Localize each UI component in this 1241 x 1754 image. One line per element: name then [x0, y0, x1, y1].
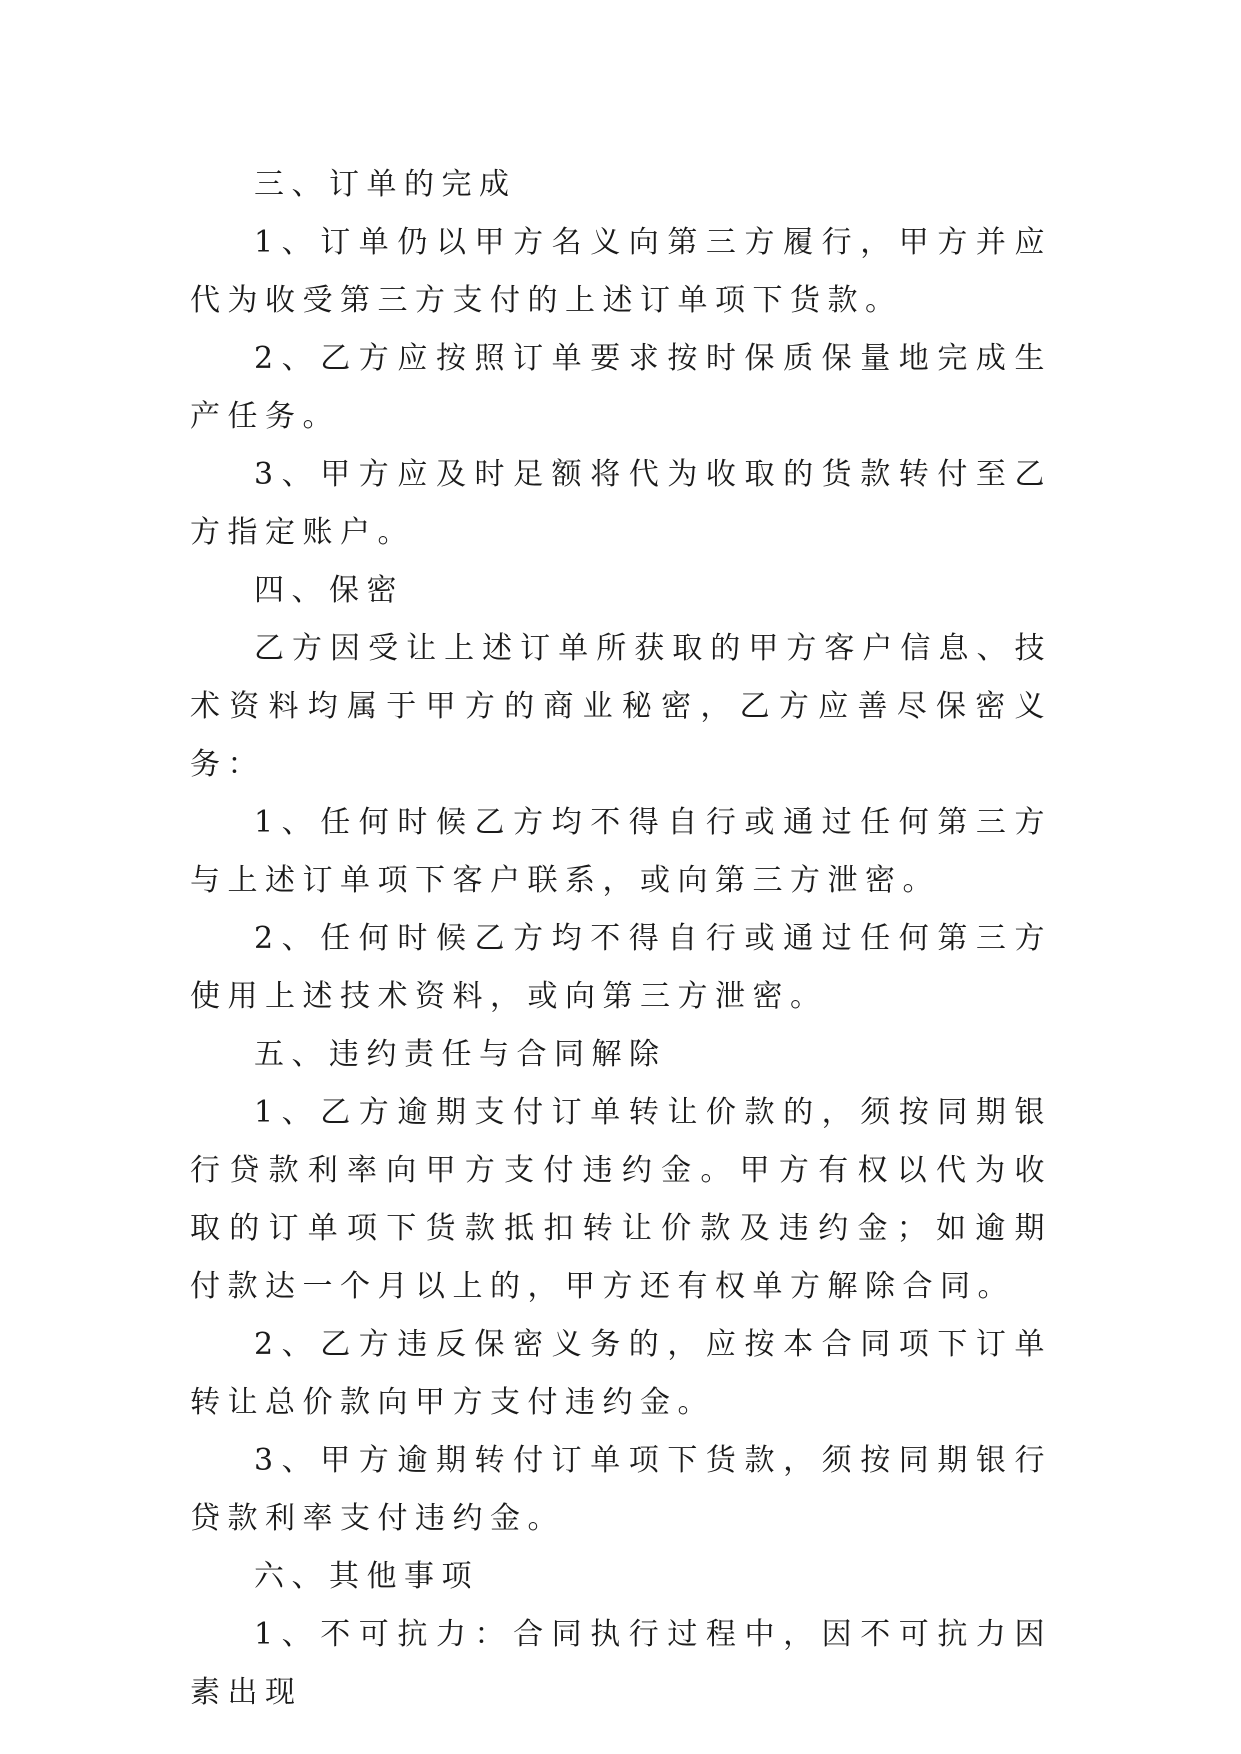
clause-5-1: 1、乙方逾期支付订单转让价款的，须按同期银行贷款利率向甲方支付违约金。甲方有权以代为收取的订单项下货款抵扣转让价款及违约金；如逾期付款达一个月以上的，甲方还有权单方解除合同。 — [190, 1095, 1052, 1304]
clause-6-1: 1、不可抗力：合同执行过程中，因不可抗力因素出现 — [190, 1617, 1052, 1710]
section-heading-confidentiality: 四、保密 — [254, 573, 404, 608]
clause-5-3: 3、甲方逾期转付订单项下货款，须按同期银行贷款利率支付违约金。 — [190, 1443, 1052, 1536]
clause-4-1: 1、任何时候乙方均不得自行或通过任何第三方与上述订单项下客户联系，或向第三方泄密。 — [190, 805, 1052, 898]
section-heading-breach: 五、违约责任与合同解除 — [254, 1037, 667, 1072]
document-body — [190, 156, 1052, 1722]
clause-3-1: 1、订单仍以甲方名义向第三方履行，甲方并应代为收受第三方支付的上述订单项下货款。 — [190, 225, 1052, 318]
clause-4-2: 2、任何时候乙方均不得自行或通过任何第三方使用上述技术资料，或向第三方泄密。 — [190, 921, 1052, 1014]
section-heading-order-completion: 三、订单的完成 — [254, 167, 517, 202]
clause-3-3: 3、甲方应及时足额将代为收取的货款转付至乙方指定账户。 — [190, 457, 1052, 550]
section-heading-other-matters: 六、其他事项 — [254, 1559, 479, 1594]
clause-3-2: 2、乙方应按照订单要求按时保质保量地完成生产任务。 — [190, 341, 1052, 434]
confidentiality-intro: 乙方因受让上述订单所获取的甲方客户信息、技术资料均属于甲方的商业秘密，乙方应善尽保密义务： — [190, 631, 1052, 782]
clause-5-2: 2、乙方违反保密义务的，应按本合同项下订单转让总价款向甲方支付违约金。 — [190, 1327, 1052, 1420]
